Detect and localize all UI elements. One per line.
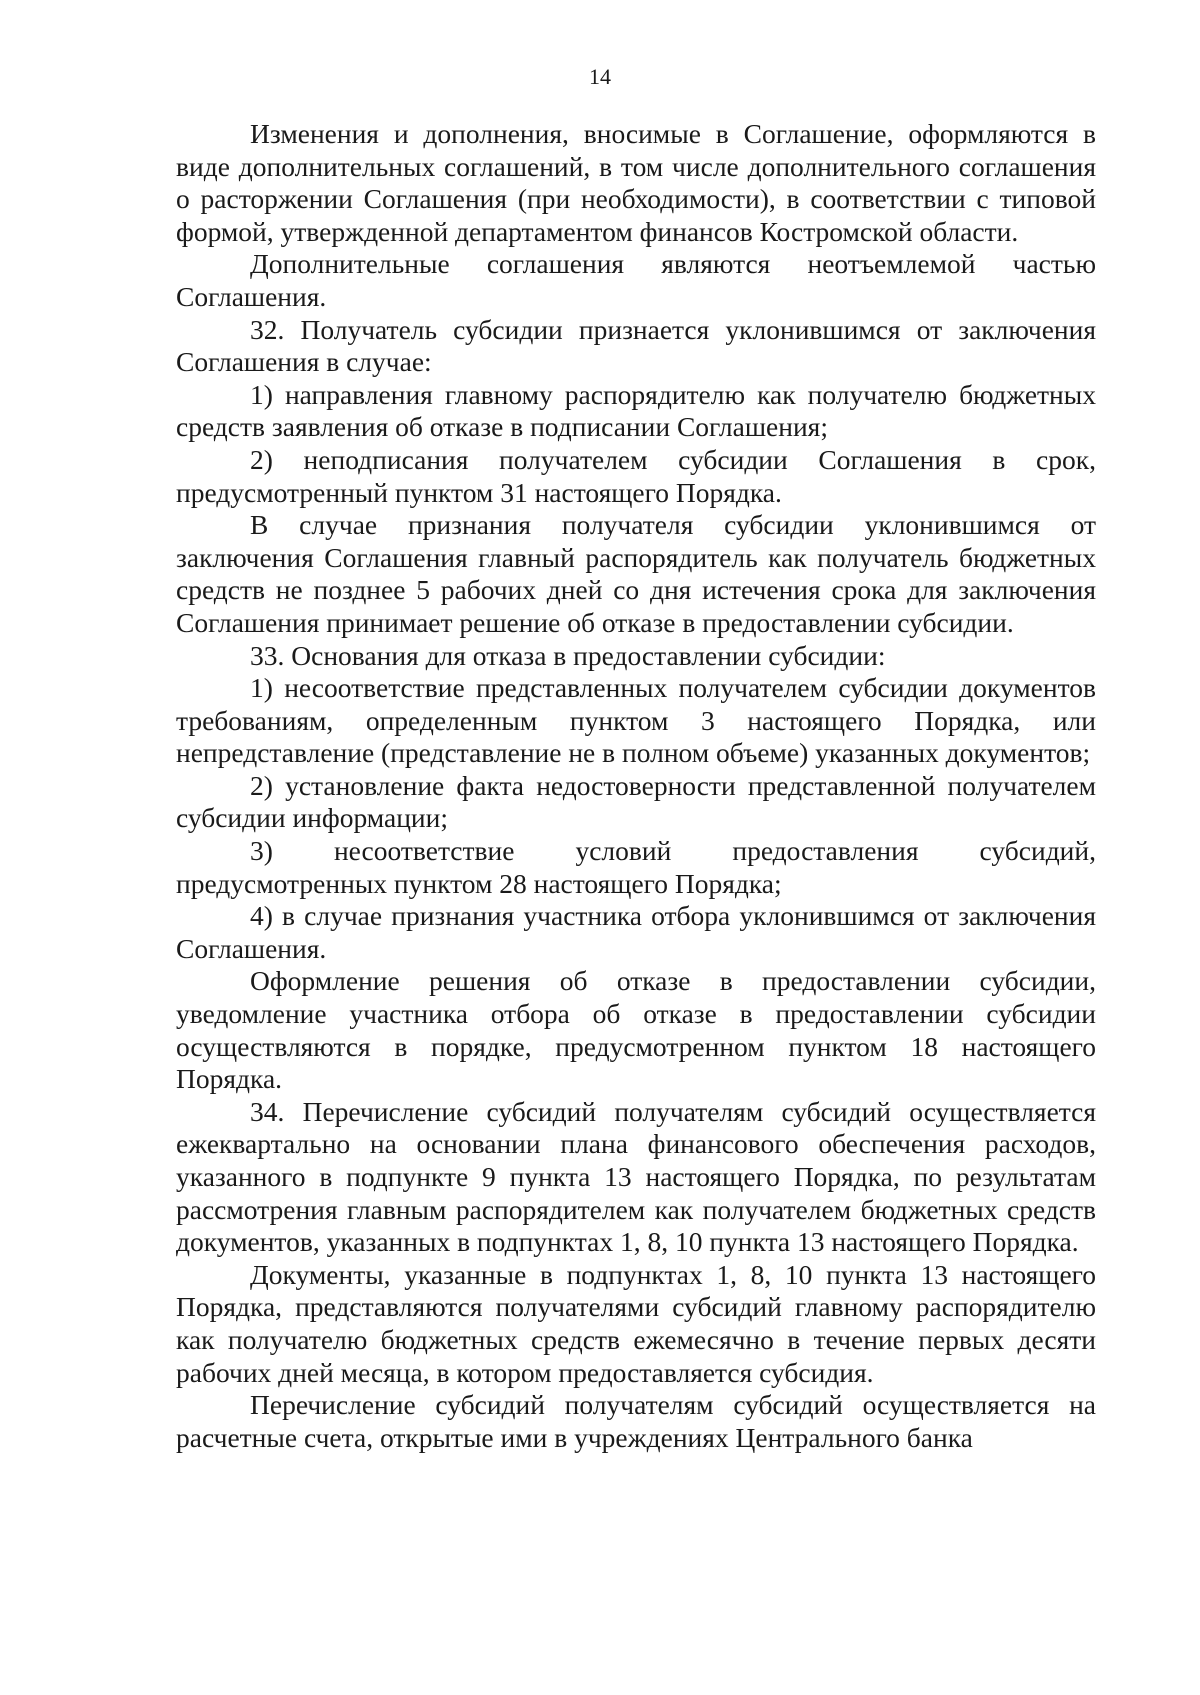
page-number: 14 <box>589 64 611 89</box>
paragraph: Документы, указанные в подпунктах 1, 8, 10 пункта 13 настоящего Порядка, представляются получателями субсидий главному распорядителю как получателю бюджетных средств ежемесячно в течение первых десяти рабочих дней месяца, в котором предоставляется субсидия. <box>176 1258 1096 1388</box>
paragraph: 4) в случае признания участника отбора уклонившимся от заключения Соглашения. <box>176 900 1096 964</box>
paragraph: 1) направления главному распорядителю как получателю бюджетных средств заявления об отказе в подписании Соглашения; <box>176 378 1096 443</box>
paragraph: 3) несоответствие условий предоставления субсидий, предусмотренных пунктом 28 настоящего Порядка; <box>176 835 1096 899</box>
document-body <box>176 118 1096 1454</box>
paragraph: 2) неподписания получателем субсидии Соглашения в срок, предусмотренный пунктом 31 настоящего Порядка. <box>176 443 1096 508</box>
paragraph: 33. Основания для отказа в предоставлении субсидии: <box>250 639 886 671</box>
paragraph: Дополнительные соглашения являются неотъемлемой частью Соглашения. <box>176 248 1096 312</box>
paragraph: Перечисление субсидий получателям субсидий осуществляется на расчетные счета, открытые ими в учреждениях Центрального банка <box>176 1389 1096 1453</box>
paragraph: 34. Перечисление субсидий получателям субсидий осуществляется ежеквартально на основании плана финансового обеспечения расходов, указанного в подпункте 9 пункта 13 настоящего Порядка, по результатам рассмотрения главным распорядителем как получателем бюджетных средств документов, указанных в подпунктах 1, 8, 10 пункта 13 настоящего Порядка. <box>176 1095 1096 1258</box>
paragraph: Изменения и дополнения, вносимые в Соглашение, оформляются в виде дополнительных соглашений, в том числе дополнительного соглашения о расторжении Соглашения (при необходимости), в соответствии с типовой формой, утвержденной департаментом финансов Костромской области. <box>176 118 1096 247</box>
paragraph: 32. Получатель субсидии признается уклонившимся от заключения Соглашения в случае: <box>176 313 1096 378</box>
paragraph: 1) несоответствие представленных получателем субсидии документов требованиям, определенным пунктом 3 настоящего Порядка, или непредставление (представление не в полном объеме) указанных документов; <box>176 672 1096 769</box>
paragraph: В случае признания получателя субсидии уклонившимся от заключения Соглашения главный распорядитель как получатель бюджетных средств не позднее 5 рабочих дней со дня истечения срока для заключения Соглашения принимает решение об отказе в предоставлении субсидии. <box>176 509 1096 638</box>
paragraph: Оформление решения об отказе в предоставлении субсидии, уведомление участника отбора об отказе в предоставлении субсидии осуществляются в порядке, предусмотренном пунктом 18 настоящего Порядка. <box>176 965 1096 1095</box>
paragraph: 2) установление факта недостоверности представленной получателем субсидии информации; <box>176 769 1096 834</box>
